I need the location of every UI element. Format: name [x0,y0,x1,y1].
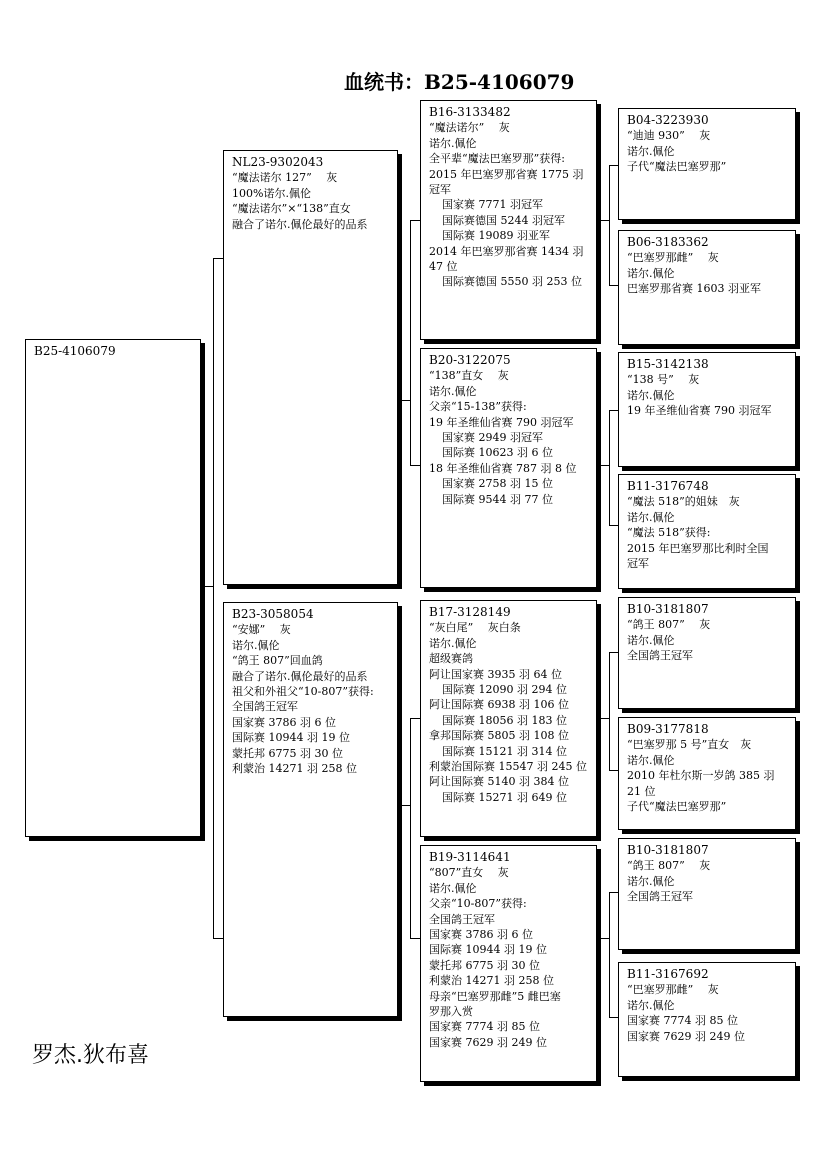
gp-strain: 诺尔.佩伦 [429,136,477,150]
dam-result: 国家赛 3786 羽 6 位 [232,715,336,729]
gp-note: 父亲“10-807”获得: [429,897,527,911]
dam-box [223,602,398,1017]
sire-ring: NL23-9302043 [232,155,324,169]
granddam-paternal-box [420,348,597,588]
gp-result: 冠军 [429,183,451,197]
ggp-box-4 [618,474,796,589]
gp-result: 2014 年巴塞罗那省赛 1434 羽 [429,244,584,258]
ggp-box-8 [618,962,796,1077]
gp-strain: 诺尔.佩伦 [429,384,477,398]
gp-result: 国际赛德国 5550 羽 253 位 [442,275,582,289]
ggp-ring: B10-3181807 [627,843,709,857]
dam-result: 蒙托邦 6775 羽 30 位 [232,746,343,760]
dam-note: 祖父和外祖父“10-807”获得: [232,685,374,699]
gp-result: 利蒙治 14271 羽 258 位 [429,974,554,988]
gp-result: 19 年圣维仙省赛 790 羽冠军 [429,415,574,429]
ggp-strain: 诺尔.佩伦 [627,388,675,402]
subject-id: B25-4106079 [34,344,116,358]
ggp-strain: 诺尔.佩伦 [627,633,675,647]
ggp-name: “138 号” 灰 [627,373,700,387]
sire-strain: 100%诺尔.佩伦 [232,186,311,200]
dam-note: “鸽王 807”回血鸽 [232,654,323,668]
gp-name: “灰白尾” 灰白条 [429,621,521,635]
gp-result: 利蒙治国际赛 15547 羽 245 位 [429,760,587,774]
gp-name: “807”直女 灰 [429,866,509,880]
sire-box [223,150,398,585]
ggp-note: 全国鸽王冠军 [627,649,693,663]
ggp-ring: B09-3177818 [627,722,709,736]
pedigree-title: 血统书：B25-4106079 [344,70,575,94]
gp-result: 国家赛 7774 羽 85 位 [429,1020,540,1034]
gp-result: 2015 年巴塞罗那省赛 1775 羽 [429,167,584,181]
ggp-strain: 诺尔.佩伦 [627,998,675,1012]
gp-strain: 诺尔.佩伦 [429,636,477,650]
ggp-ring: B11-3167692 [627,967,709,981]
ggp-box-3 [618,352,796,467]
ggp-box-2 [618,230,796,345]
ggp-name: “巴塞罗那雌” 灰 [627,251,719,265]
ggp-note: 19 年圣维仙省赛 790 羽冠军 [627,404,772,418]
gp-result: 18 年圣维仙省赛 787 羽 8 位 [429,461,577,475]
gp-result: 国际赛 18056 羽 183 位 [442,713,567,727]
ggp-note: 冠军 [627,557,649,571]
ggp-note: 2010 年杜尔斯一岁鸽 385 羽 [627,769,775,783]
gp-name: “138”直女 灰 [429,369,509,383]
gp-result: 国际赛德国 5244 羽冠军 [442,213,565,227]
ggp-note: 子代“魔法巴塞罗那” [627,800,727,814]
ggp-box-7 [618,838,796,950]
ggp-name: “巴塞罗那雌” 灰 [627,983,719,997]
ggp-ring: B15-3142138 [627,357,709,371]
gp-result: 蒙托邦 6775 羽 30 位 [429,958,540,972]
dam-result: 利蒙治 14271 羽 258 位 [232,762,357,776]
gp-ring: B16-3133482 [429,105,511,119]
sire-note: “魔法诺尔”×“138”直女 [232,202,351,216]
dam-result: 国际赛 10944 羽 19 位 [232,731,350,745]
ggp-name: “迪迪 930” 灰 [627,129,711,143]
gp-result: 阿让国家赛 3935 羽 64 位 [429,667,562,681]
gp-ring: B17-3128149 [429,605,511,619]
gp-result: 全国鸽王冠军 [429,912,495,926]
ggp-strain: 诺尔.佩伦 [627,144,675,158]
ggp-strain: 诺尔.佩伦 [627,266,675,280]
gp-note: 超级赛鸽 [429,652,473,666]
ggp-name: “鸽王 807” 灰 [627,618,711,632]
ggp-note: 全国鸽王冠军 [627,890,693,904]
gp-result: 国家赛 2758 羽 15 位 [442,477,553,491]
ggp-result: 国家赛 7774 羽 85 位 [627,1014,738,1028]
ggp-strain: 诺尔.佩伦 [627,753,675,767]
gp-strain: 诺尔.佩伦 [429,881,477,895]
gp-result: 国际赛 12090 羽 294 位 [442,683,567,697]
ggp-name: “魔法 518”的姐妹 灰 [627,495,740,509]
gp-ring: B20-3122075 [429,353,511,367]
gp-result: 阿让国际赛 6938 羽 106 位 [429,698,569,712]
gp-result: 国际赛 10944 羽 19 位 [429,943,547,957]
ggp-note: 巴塞罗那省赛 1603 羽亚军 [627,282,761,296]
sire-name: “魔法诺尔 127” 灰 [232,171,338,185]
ggp-note: 子代“魔法巴塞罗那” [627,160,727,174]
dam-name: “安娜” 灰 [232,623,291,637]
ggp-name: “鸽王 807” 灰 [627,859,711,873]
gp-result: 国际赛 10623 羽 6 位 [442,446,553,460]
gp-result: 国际赛 19089 羽亚军 [442,229,550,243]
gp-name: “魔法诺尔” 灰 [429,121,510,135]
ggp-strain: 诺尔.佩伦 [627,510,675,524]
granddam-maternal-box [420,845,597,1082]
dam-ring: B23-3058054 [232,607,314,621]
ggp-ring: B10-3181807 [627,602,709,616]
gp-result: 国家赛 7771 羽冠军 [442,198,543,212]
gp-note: 全平辈“魔法巴塞罗那”获得: [429,152,565,166]
gp-result: 国际赛 15271 羽 649 位 [442,790,567,804]
ggp-note: 2015 年巴塞罗那比利时全国 [627,541,769,555]
gp-result: 47 位 [429,260,458,274]
gp-note: 父亲“15-138”获得: [429,400,527,414]
ggp-result: 国家赛 7629 羽 249 位 [627,1029,745,1043]
gp-result: 国家赛 7629 羽 249 位 [429,1035,547,1049]
gp-note: 罗那入赏 [429,1005,473,1019]
gp-result: 国际赛 15121 羽 314 位 [442,744,567,758]
grandsire-paternal-box [420,100,597,340]
gp-result: 国家赛 2949 羽冠军 [442,431,543,445]
ggp-strain: 诺尔.佩伦 [627,874,675,888]
gp-note: 母亲“巴塞罗那雌”5 雌巴塞 [429,989,561,1003]
ggp-ring: B04-3223930 [627,113,709,127]
ggp-box-6 [618,717,796,830]
sire-note: 融合了诺尔.佩伦最好的品系 [232,217,368,231]
gp-result: 阿让国际赛 5140 羽 384 位 [429,775,569,789]
dam-strain: 诺尔.佩伦 [232,638,280,652]
ggp-box-5 [618,597,796,709]
ggp-ring: B11-3176748 [627,479,709,493]
ggp-box-1 [618,108,796,220]
ggp-ring: B06-3183362 [627,235,709,249]
gp-result: 国际赛 9544 羽 77 位 [442,492,553,506]
gp-ring: B19-3114641 [429,850,511,864]
gp-result: 国家赛 3786 羽 6 位 [429,928,533,942]
breeder-name: 罗杰.狄布喜 [32,1043,149,1068]
ggp-note: “魔法 518”获得: [627,526,711,540]
gp-result: 拿邦国际赛 5805 羽 108 位 [429,729,569,743]
dam-note: 融合了诺尔.佩伦最好的品系 [232,669,368,683]
grandsire-maternal-box [420,600,597,837]
dam-result: 全国鸽王冠军 [232,700,298,714]
ggp-note: 21 位 [627,784,656,798]
ggp-name: “巴塞罗那 5 号”直女 灰 [627,738,752,752]
subject-box [25,339,201,837]
